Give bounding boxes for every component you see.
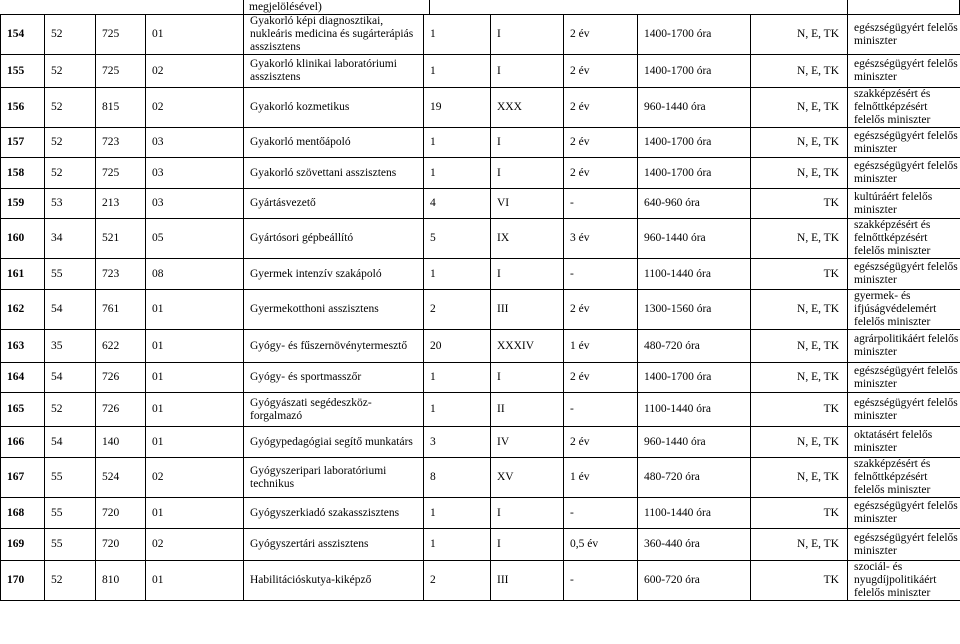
code-a: 52: [45, 88, 96, 128]
table-row: [1, 458, 960, 498]
qualification-name: Gyakorló mentőápoló: [244, 128, 424, 158]
row-number: 158: [1, 158, 45, 189]
value-1: 1: [424, 158, 491, 189]
value-1: 8: [424, 458, 491, 498]
code-a: 52: [45, 128, 96, 158]
row-number: 164: [1, 363, 45, 393]
exam-type: N, E, TK: [751, 363, 848, 393]
responsible-minister: szociál- és nyugdíjpolitikáért felelős miniszter: [848, 561, 960, 601]
qualification-name: Gyermek intenzív szakápoló: [244, 259, 424, 290]
table-row: [1, 498, 960, 529]
value-1: 1: [424, 529, 491, 561]
responsible-minister: egészségügyért felelős miniszter: [848, 529, 960, 561]
responsible-minister: egészségügyért felelős miniszter: [848, 498, 960, 529]
value-2: XV: [491, 458, 564, 498]
code-c: 01: [146, 561, 244, 601]
code-c: 03: [146, 128, 244, 158]
value-1: 5: [424, 219, 491, 259]
code-a: 52: [45, 561, 96, 601]
code-b: 720: [96, 498, 146, 529]
code-a: 55: [45, 458, 96, 498]
training-hours: 480-720 óra: [638, 330, 751, 363]
table-row: [1, 529, 960, 561]
code-b: 140: [96, 427, 146, 458]
qualification-name: Gyógyszertári asszisztens: [244, 529, 424, 561]
training-hours: 1400-1700 óra: [638, 363, 751, 393]
code-c: 03: [146, 158, 244, 189]
code-b: 810: [96, 561, 146, 601]
training-hours: 1100-1440 óra: [638, 259, 751, 290]
exam-type: N, E, TK: [751, 55, 848, 88]
exam-type: N, E, TK: [751, 158, 848, 189]
training-hours: 1100-1440 óra: [638, 393, 751, 427]
table-row: [1, 128, 960, 158]
exam-type: N, E, TK: [751, 219, 848, 259]
responsible-minister: agrárpolitikáért felelős miniszter: [848, 330, 960, 363]
header-spacer-left: [0, 0, 244, 14]
value-3: 2 év: [564, 15, 638, 55]
row-number: 167: [1, 458, 45, 498]
responsible-minister: egészségügyért felelős miniszter: [848, 55, 960, 88]
responsible-minister: egészségügyért felelős miniszter: [848, 259, 960, 290]
value-2: III: [491, 290, 564, 330]
row-number: 170: [1, 561, 45, 601]
value-2: I: [491, 128, 564, 158]
code-c: 01: [146, 15, 244, 55]
table-row: [1, 55, 960, 88]
code-c: 02: [146, 529, 244, 561]
value-3: -: [564, 561, 638, 601]
code-c: 01: [146, 363, 244, 393]
responsible-minister: egészségügyért felelős miniszter: [848, 363, 960, 393]
exam-type: TK: [751, 189, 848, 219]
row-number: 157: [1, 128, 45, 158]
value-3: 2 év: [564, 55, 638, 88]
qualifications-table: [0, 14, 960, 601]
qualification-name: Gyógypedagógiai segítő munkatárs: [244, 427, 424, 458]
row-number: 156: [1, 88, 45, 128]
code-c: 03: [146, 189, 244, 219]
responsible-minister: szakképzésért és felnőttképzésért felelős miniszter: [848, 88, 960, 128]
table-row: [1, 290, 960, 330]
table-row: [1, 393, 960, 427]
qualification-name: Gyártásvezető: [244, 189, 424, 219]
training-hours: 960-1440 óra: [638, 427, 751, 458]
value-1: 19: [424, 88, 491, 128]
code-a: 34: [45, 219, 96, 259]
value-1: 2: [424, 561, 491, 601]
exam-type: TK: [751, 259, 848, 290]
exam-type: TK: [751, 561, 848, 601]
code-b: 726: [96, 363, 146, 393]
training-hours: 1300-1560 óra: [638, 290, 751, 330]
value-2: IV: [491, 427, 564, 458]
row-number: 165: [1, 393, 45, 427]
qualification-name: Gyakorló kozmetikus: [244, 88, 424, 128]
code-b: 622: [96, 330, 146, 363]
value-3: 2 év: [564, 128, 638, 158]
code-c: 01: [146, 427, 244, 458]
value-3: -: [564, 189, 638, 219]
code-a: 52: [45, 393, 96, 427]
qualification-name: Gyógyászati segédeszköz-forgalmazó: [244, 393, 424, 427]
code-a: 54: [45, 290, 96, 330]
code-b: 725: [96, 158, 146, 189]
value-3: 2 év: [564, 158, 638, 189]
value-1: 1: [424, 55, 491, 88]
value-1: 1: [424, 498, 491, 529]
table-row: [1, 158, 960, 189]
exam-type: N, E, TK: [751, 427, 848, 458]
row-number: 166: [1, 427, 45, 458]
value-3: 3 év: [564, 219, 638, 259]
qualification-name: Gyógy- és sportmasszőr: [244, 363, 424, 393]
value-1: 20: [424, 330, 491, 363]
value-1: 1: [424, 363, 491, 393]
training-hours: 960-1440 óra: [638, 88, 751, 128]
table-row: [1, 88, 960, 128]
code-a: 52: [45, 15, 96, 55]
value-2: I: [491, 55, 564, 88]
code-a: 55: [45, 498, 96, 529]
table-row: [1, 427, 960, 458]
value-1: 1: [424, 393, 491, 427]
value-3: 1 év: [564, 458, 638, 498]
code-a: 52: [45, 55, 96, 88]
value-1: 1: [424, 15, 491, 55]
qualification-name: Gyógy- és fűszernövénytermesztő: [244, 330, 424, 363]
code-a: 55: [45, 259, 96, 290]
code-c: 02: [146, 55, 244, 88]
code-c: 05: [146, 219, 244, 259]
row-number: 155: [1, 55, 45, 88]
responsible-minister: gyermek- és ifjúságvédelemért felelős miniszter: [848, 290, 960, 330]
table-row: [1, 561, 960, 601]
value-3: -: [564, 259, 638, 290]
training-hours: 1400-1700 óra: [638, 158, 751, 189]
code-a: 54: [45, 363, 96, 393]
value-1: 3: [424, 427, 491, 458]
exam-type: N, E, TK: [751, 88, 848, 128]
value-2: XXXIV: [491, 330, 564, 363]
code-a: 55: [45, 529, 96, 561]
value-3: 2 év: [564, 427, 638, 458]
value-2: XXX: [491, 88, 564, 128]
value-3: 2 év: [564, 363, 638, 393]
responsible-minister: egészségügyért felelős miniszter: [848, 393, 960, 427]
code-b: 726: [96, 393, 146, 427]
value-3: -: [564, 498, 638, 529]
exam-type: N, E, TK: [751, 128, 848, 158]
value-2: I: [491, 363, 564, 393]
responsible-minister: egészségügyért felelős miniszter: [848, 158, 960, 189]
code-c: 01: [146, 290, 244, 330]
value-2: I: [491, 15, 564, 55]
qualification-name: Gyakorló klinikai laboratóriumi asszisztens: [244, 55, 424, 88]
table-row: [1, 259, 960, 290]
code-b: 761: [96, 290, 146, 330]
table-row: [1, 330, 960, 363]
responsible-minister: szakképzésért és felnőttképzésért felelős miniszter: [848, 458, 960, 498]
row-number: 162: [1, 290, 45, 330]
responsible-minister: egészségügyért felelős miniszter: [848, 15, 960, 55]
exam-type: N, E, TK: [751, 330, 848, 363]
value-2: I: [491, 259, 564, 290]
code-b: 723: [96, 128, 146, 158]
value-1: 1: [424, 128, 491, 158]
row-number: 168: [1, 498, 45, 529]
code-c: 01: [146, 498, 244, 529]
table-row: [1, 15, 960, 55]
code-b: 524: [96, 458, 146, 498]
code-b: 815: [96, 88, 146, 128]
responsible-minister: szakképzésért és felnőttképzésért felelős miniszter: [848, 219, 960, 259]
value-3: -: [564, 393, 638, 427]
table-body: [1, 15, 960, 601]
code-a: 52: [45, 158, 96, 189]
code-c: 08: [146, 259, 244, 290]
code-b: 723: [96, 259, 146, 290]
code-c: 01: [146, 393, 244, 427]
value-2: III: [491, 561, 564, 601]
qualification-name: Habilitációskutya-kiképző: [244, 561, 424, 601]
row-number: 169: [1, 529, 45, 561]
header-spacer-mid: [423, 0, 848, 14]
value-2: II: [491, 393, 564, 427]
qualification-name: Gyártósori gépbeállító: [244, 219, 424, 259]
exam-type: N, E, TK: [751, 529, 848, 561]
code-b: 725: [96, 55, 146, 88]
training-hours: 1400-1700 óra: [638, 15, 751, 55]
value-2: VI: [491, 189, 564, 219]
row-number: 154: [1, 15, 45, 55]
qualification-name: Gyakorló képi diagnosztikai, nukleáris medicina és sugárterápiás asszisztens: [244, 15, 424, 55]
table-row: [1, 219, 960, 259]
code-c: 01: [146, 330, 244, 363]
value-3: 1 év: [564, 330, 638, 363]
value-3: 0,5 év: [564, 529, 638, 561]
value-2: I: [491, 498, 564, 529]
value-3: 2 év: [564, 88, 638, 128]
value-3: 2 év: [564, 290, 638, 330]
training-hours: 360-440 óra: [638, 529, 751, 561]
value-2: IX: [491, 219, 564, 259]
header-spacer-right: [847, 0, 960, 14]
responsible-minister: egészségügyért felelős miniszter: [848, 128, 960, 158]
exam-type: TK: [751, 498, 848, 529]
table-row: [1, 363, 960, 393]
training-hours: 1100-1440 óra: [638, 498, 751, 529]
exam-type: N, E, TK: [751, 15, 848, 55]
value-1: 2: [424, 290, 491, 330]
code-c: 02: [146, 88, 244, 128]
value-2: I: [491, 158, 564, 189]
exam-type: N, E, TK: [751, 290, 848, 330]
training-hours: 640-960 óra: [638, 189, 751, 219]
value-1: 1: [424, 259, 491, 290]
code-a: 53: [45, 189, 96, 219]
code-b: 725: [96, 15, 146, 55]
exam-type: N, E, TK: [751, 458, 848, 498]
qualification-name: Gyógyszerkiadó szakasszisztens: [244, 498, 424, 529]
code-c: 02: [146, 458, 244, 498]
value-2: I: [491, 529, 564, 561]
exam-type: TK: [751, 393, 848, 427]
row-number: 159: [1, 189, 45, 219]
training-hours: 600-720 óra: [638, 561, 751, 601]
training-hours: 960-1440 óra: [638, 219, 751, 259]
code-a: 35: [45, 330, 96, 363]
row-number: 161: [1, 259, 45, 290]
responsible-minister: oktatásért felelős miniszter: [848, 427, 960, 458]
qualification-name: Gyermekotthoni asszisztens: [244, 290, 424, 330]
value-1: 4: [424, 189, 491, 219]
qualification-name: Gyakorló szövettani asszisztens: [244, 158, 424, 189]
header-fragment: megjelölésével): [243, 0, 430, 14]
qualification-name: Gyógyszeripari laboratóriumi technikus: [244, 458, 424, 498]
training-hours: 480-720 óra: [638, 458, 751, 498]
row-number: 163: [1, 330, 45, 363]
code-b: 213: [96, 189, 146, 219]
table-row: [1, 189, 960, 219]
row-number: 160: [1, 219, 45, 259]
code-a: 54: [45, 427, 96, 458]
code-b: 720: [96, 529, 146, 561]
training-hours: 1400-1700 óra: [638, 55, 751, 88]
code-b: 521: [96, 219, 146, 259]
responsible-minister: kultúráért felelős miniszter: [848, 189, 960, 219]
training-hours: 1400-1700 óra: [638, 128, 751, 158]
